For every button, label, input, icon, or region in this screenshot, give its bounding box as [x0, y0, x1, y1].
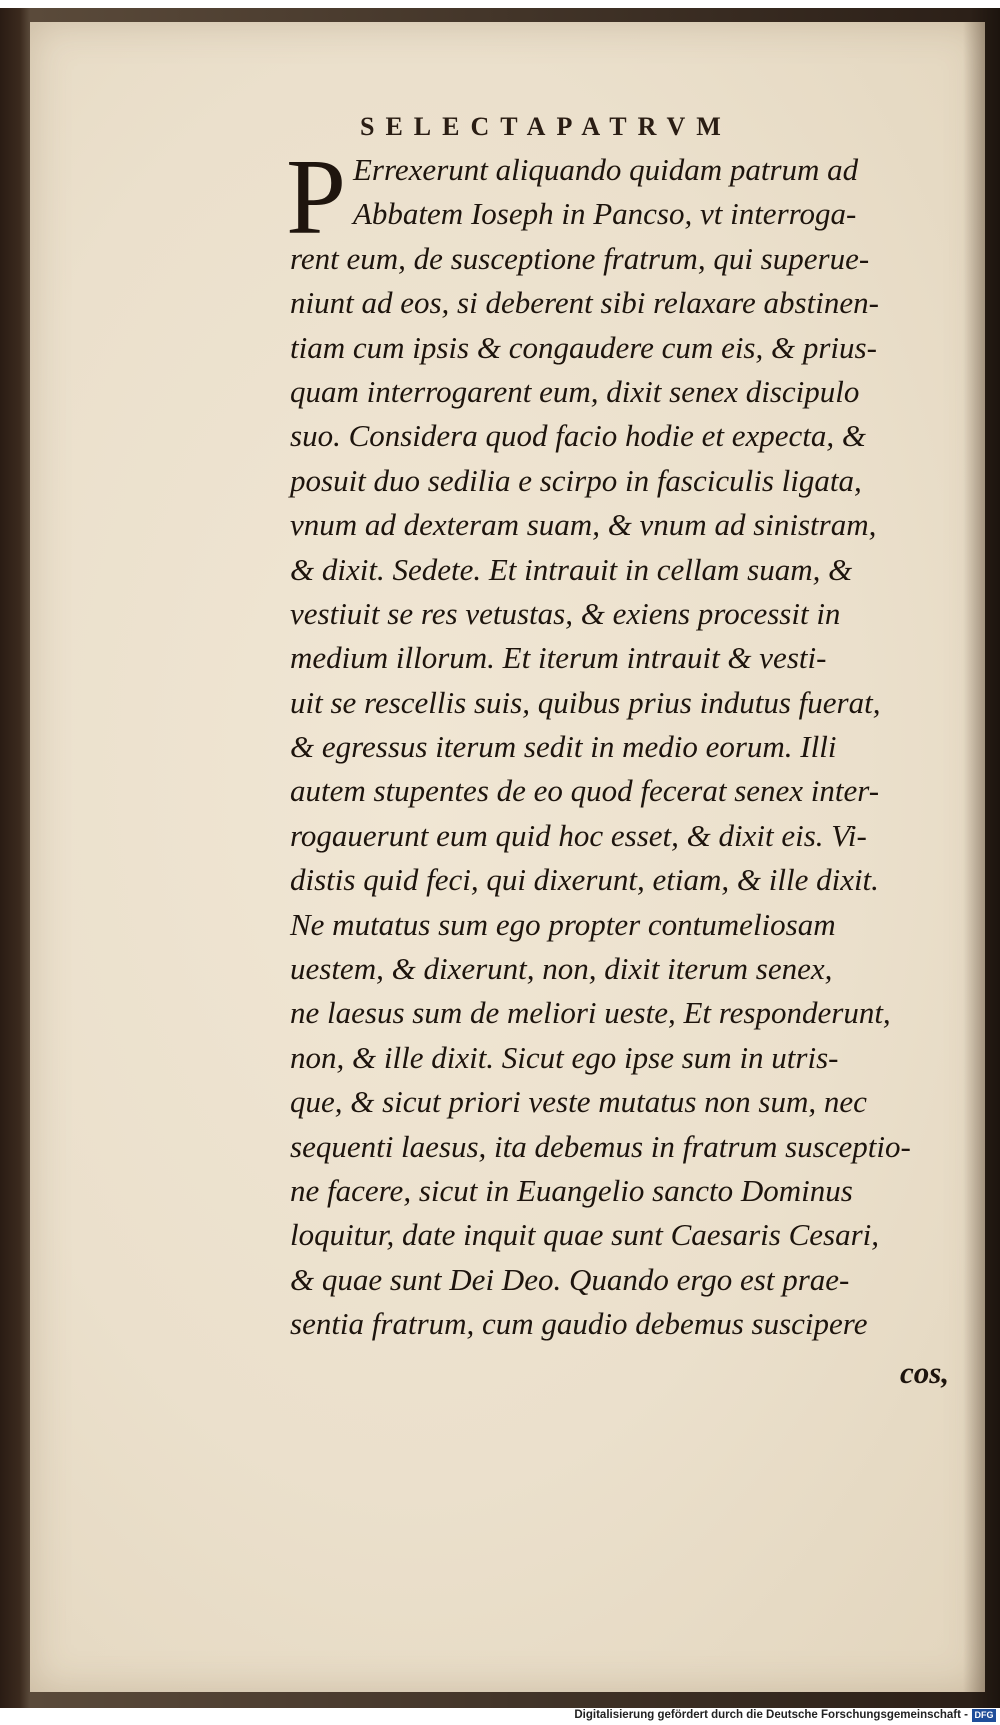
text-line: vnum ad dexteram suam, & vnum ad sinistram, — [290, 507, 877, 543]
text-line: distis quid feci, qui dixerunt, etiam, & ille dixit. — [290, 862, 879, 898]
text-line: medium illorum. Et iterum intrauit & vesti- — [290, 640, 827, 676]
text-line: Abbatem Ioseph in Pancso, vt interroga- — [353, 196, 857, 232]
text-line: & dixit. Sedete. Et intrauit in cellam suam, & — [290, 551, 853, 587]
text-line: uit se rescellis suis, quibus prius indutus fuerat, — [290, 684, 881, 720]
text-line: sequenti laesus, ita debemus in fratrum susceptio- — [290, 1128, 911, 1164]
drop-cap: P — [286, 138, 347, 257]
text-line: autem stupentes de eo quod fecerat senex inter- — [290, 773, 880, 809]
catchword: cos, — [900, 1355, 950, 1390]
text-line: sentia fratrum, cum gaudio debemus suscipere — [290, 1306, 868, 1342]
text-line: Ne mutatus sum ego propter contumeliosam — [290, 906, 836, 942]
text-line: ne laesus sum de meliori ueste, Et responderunt, — [290, 995, 891, 1031]
text-line: quam interrogarent eum, dixit senex discipulo — [290, 373, 860, 409]
funding-credit: Digitalisierung gefördert durch die Deutsche Forschungsgemeinschaft - — [574, 1709, 968, 1721]
text-line: niunt ad eos, si deberent sibi relaxare abstinen- — [290, 285, 879, 321]
text-line: & quae sunt Dei Deo. Quando ergo est prae- — [290, 1261, 850, 1297]
text-line: loquitur, date inquit quae sunt Caesaris Cesari, — [290, 1217, 880, 1253]
text-line: vestiuit se res vetustas, & exiens processit in — [290, 595, 841, 631]
text-line: & egressus iterum sedit in medio eorum. Illi — [290, 729, 837, 765]
text-line: uestem, & dixerunt, non, dixit iterum senex, — [290, 951, 833, 987]
running-head: SELECTAPATRVM — [360, 112, 732, 141]
text-line: tiam cum ipsis & congaudere cum eis, & prius- — [290, 329, 877, 365]
text-line: Errexerunt aliquando quidam patrum ad — [353, 152, 859, 187]
text-line: posuit duo sedilia e scirpo in fasciculis ligata, — [290, 462, 862, 498]
dfg-logo-icon: DFG — [972, 1709, 996, 1722]
text-line: que, & sicut priori veste mutatus non sum, nec — [290, 1084, 867, 1120]
text-line: ne facere, sicut in Euangelio sancto Dominus — [290, 1172, 853, 1208]
body-text — [290, 148, 970, 1347]
text-line: suo. Considera quod facio hodie et expecta, & — [290, 418, 866, 454]
text-line: rent eum, de susceptione fratrum, qui superue- — [290, 240, 870, 276]
text-line: non, & ille dixit. Sicut ego ipse sum in utris- — [290, 1039, 839, 1075]
text-line: rogauerunt eum quid hoc esset, & dixit eis. Vi- — [290, 817, 867, 853]
